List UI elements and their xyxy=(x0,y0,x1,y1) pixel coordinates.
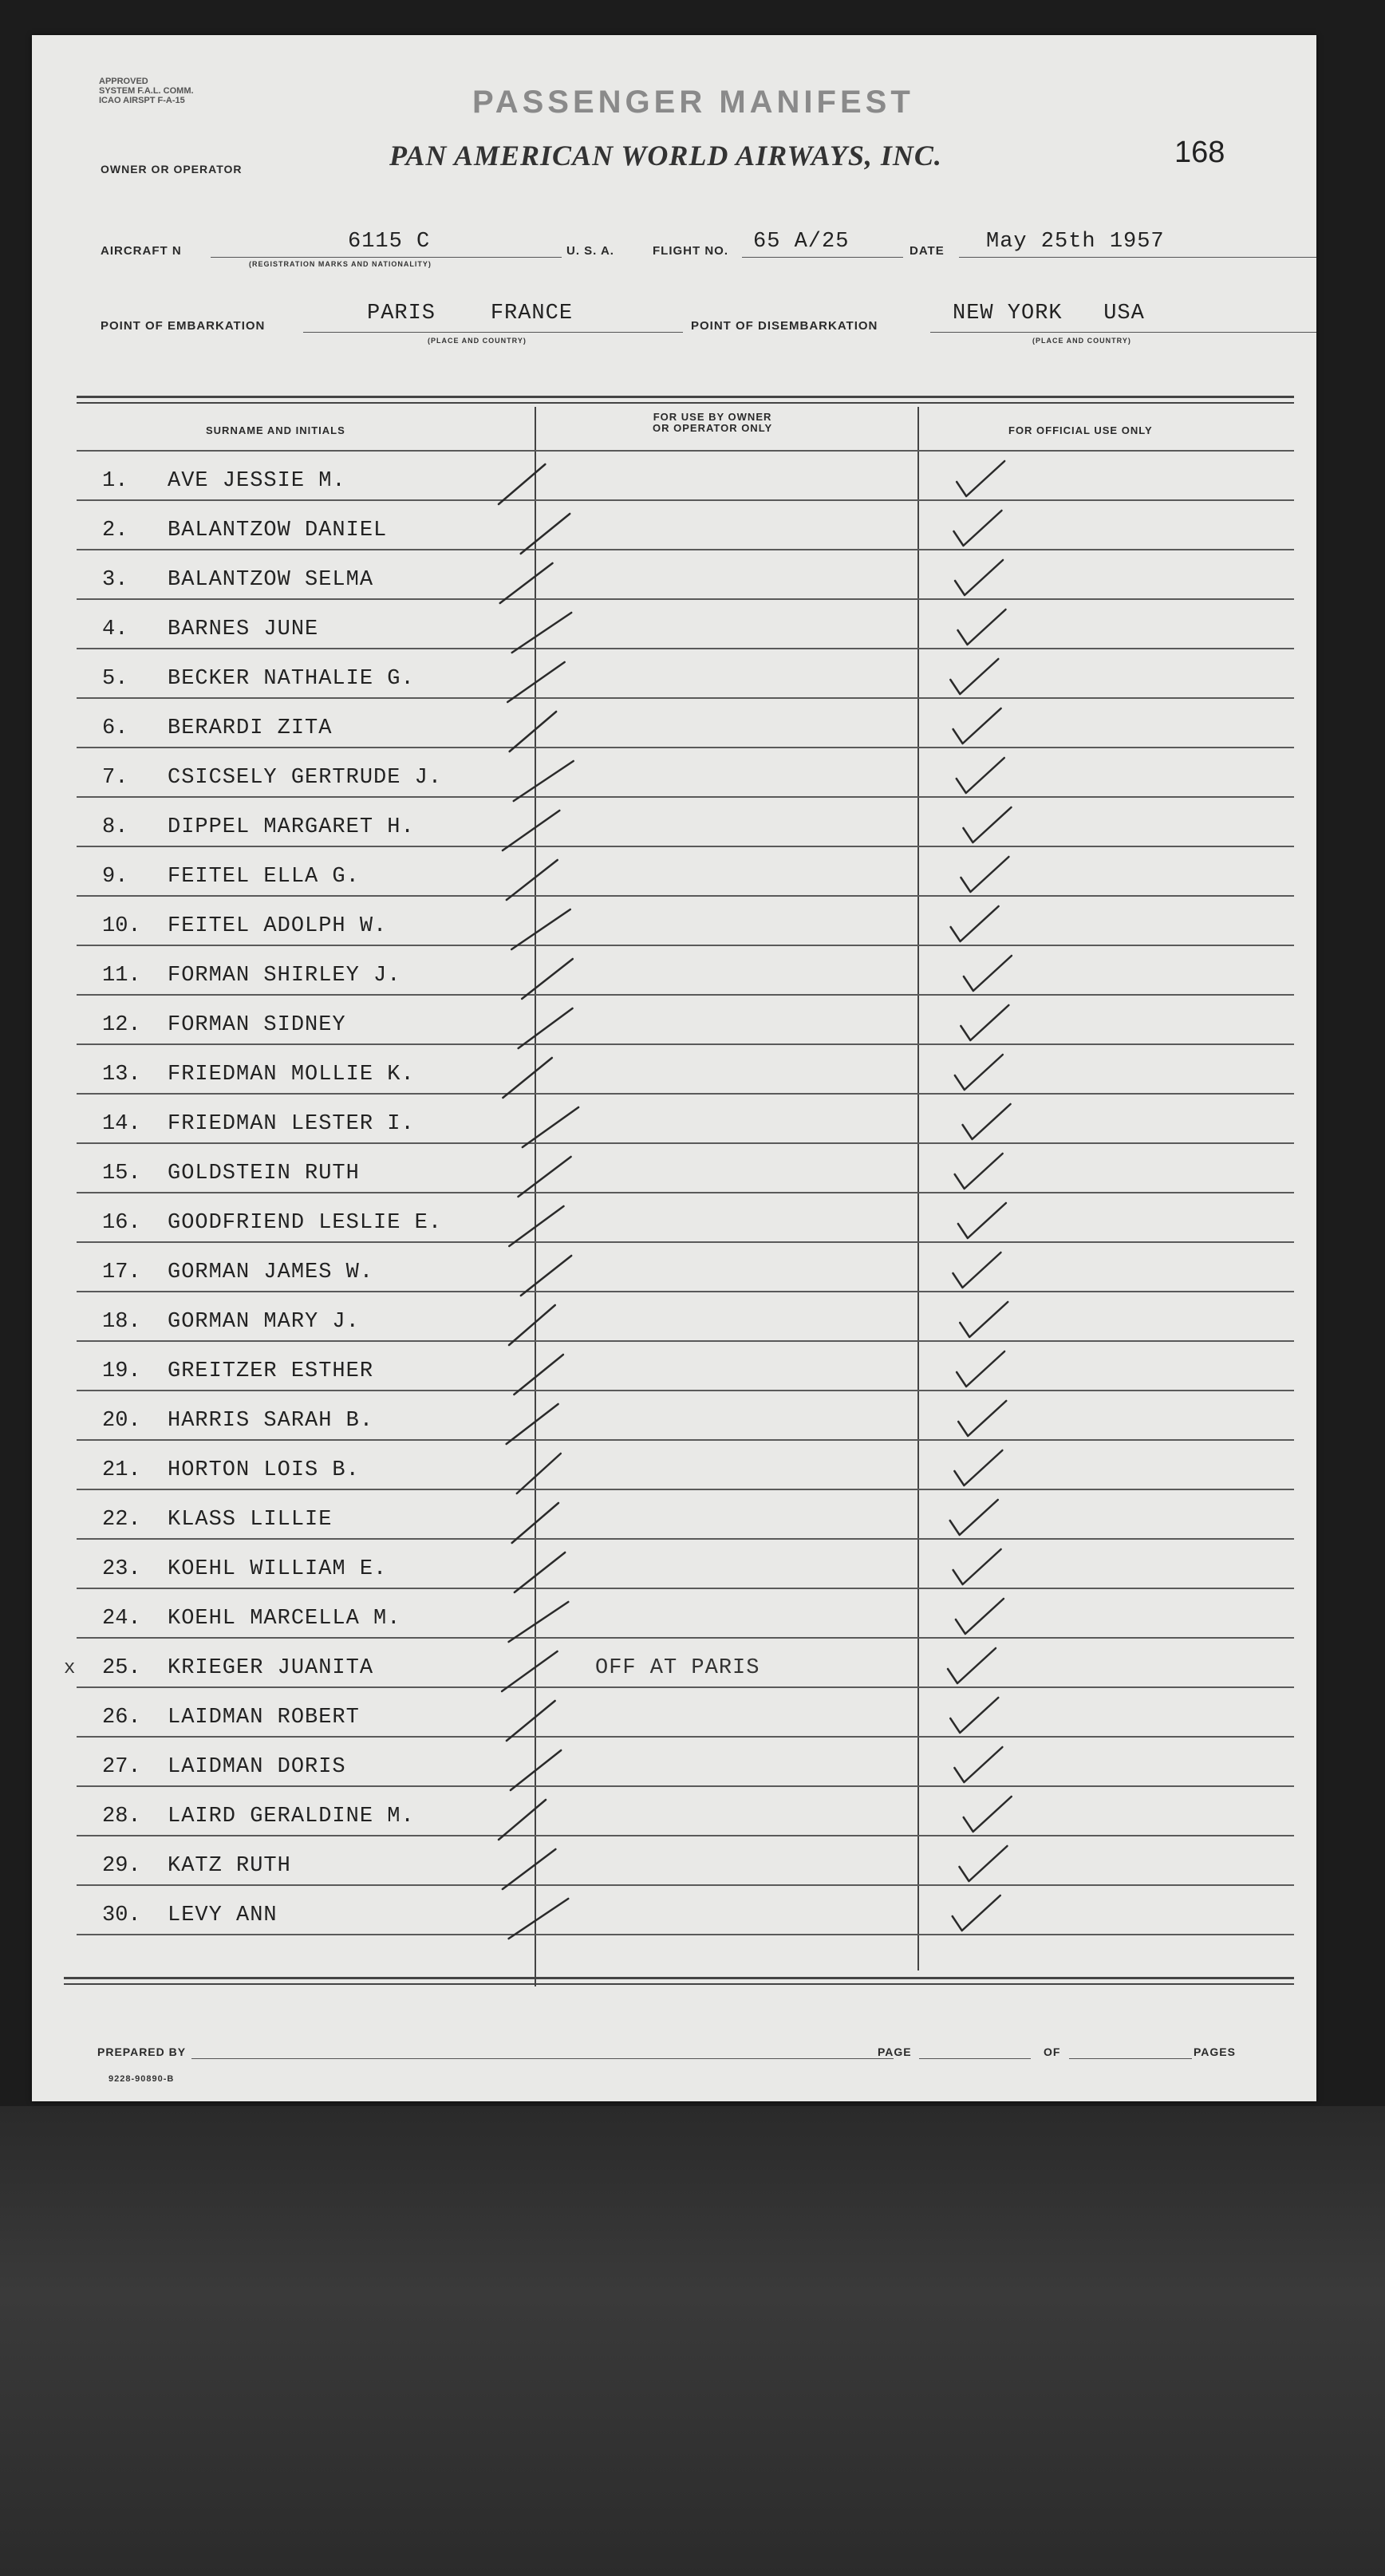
official-check-stroke xyxy=(960,1302,1008,1337)
official-check-stroke xyxy=(953,511,1001,546)
form-code: 9228-90890-B xyxy=(109,2074,175,2084)
owner-check-stroke xyxy=(521,514,570,554)
owner-check-stroke xyxy=(507,860,558,900)
official-check-stroke xyxy=(956,1599,1004,1634)
passenger-name: LAIRD GERALDINE M. xyxy=(168,1805,415,1828)
official-check-stroke xyxy=(963,1104,1011,1139)
official-check-stroke xyxy=(959,1846,1007,1881)
aircraft-value: 6115 C xyxy=(348,230,431,254)
row-number: 1. xyxy=(102,469,128,493)
row-annotation-mark: x xyxy=(64,1658,76,1679)
approval-stamp: APPROVED SYSTEM F.A.L. COMM. ICAO AIRSPT F-A-15 xyxy=(99,77,194,105)
row-number: 28. xyxy=(102,1805,141,1828)
col-header-official: FOR OFFICIAL USE ONLY xyxy=(1008,424,1153,436)
passenger-name: BERARDI ZITA xyxy=(168,716,333,740)
row-number: 18. xyxy=(102,1310,141,1334)
official-check-stroke xyxy=(950,1698,998,1733)
passenger-name: GORMAN MARY J. xyxy=(168,1310,360,1334)
operator-remark: OFF AT PARIS xyxy=(595,1656,760,1680)
passenger-name: DIPPEL MARGARET H. xyxy=(168,815,415,839)
passenger-name: KLASS LILLIE xyxy=(168,1508,333,1532)
owner-check-stroke xyxy=(507,662,564,702)
passenger-name: LAIDMAN ROBERT xyxy=(168,1706,360,1730)
page-label: PAGE xyxy=(878,2045,912,2058)
official-check-stroke xyxy=(958,609,1006,645)
aircraft-label: AIRCRAFT N xyxy=(101,244,182,258)
owner-check-stroke xyxy=(512,1503,558,1543)
pages-label: PAGES xyxy=(1194,2045,1236,2058)
row-number: 8. xyxy=(102,815,128,839)
prepared-by-label: PREPARED BY xyxy=(97,2045,187,2058)
row-number: 17. xyxy=(102,1260,141,1284)
passenger-name: KOEHL MARCELLA M. xyxy=(168,1607,401,1631)
official-check-stroke xyxy=(961,857,1008,892)
page-number: 168 xyxy=(1174,136,1225,169)
row-number: 20. xyxy=(102,1409,141,1433)
row-number: 14. xyxy=(102,1112,141,1136)
owner-check-stroke xyxy=(511,909,570,949)
embarkation-sublabel: (PLACE AND COUNTRY) xyxy=(428,337,527,345)
owner-check-stroke xyxy=(521,1256,571,1296)
passenger-name: BECKER NATHALIE G. xyxy=(168,667,415,691)
of-underline xyxy=(1069,2058,1192,2059)
date-label: DATE xyxy=(910,244,945,258)
owner-check-stroke xyxy=(514,1355,563,1395)
official-check-stroke xyxy=(964,1797,1012,1832)
owner-check-stroke xyxy=(510,712,557,751)
table-bottom-rule xyxy=(64,1977,1294,1979)
disembarkation-label: POINT OF DISEMBARKATION xyxy=(691,319,878,333)
owner-check-stroke xyxy=(509,1602,569,1642)
row-number: 30. xyxy=(102,1903,141,1927)
passenger-name: GOLDSTEIN RUTH xyxy=(168,1162,360,1185)
owner-check-stroke xyxy=(522,959,573,999)
owner-check-stroke xyxy=(502,1651,557,1691)
row-number: 29. xyxy=(102,1854,141,1878)
owner-check-stroke xyxy=(499,1800,546,1840)
owner-check-stroke xyxy=(503,1058,551,1098)
owner-check-stroke xyxy=(507,1404,558,1444)
official-check-stroke xyxy=(958,1203,1006,1238)
passenger-name: GORMAN JAMES W. xyxy=(168,1260,374,1284)
disembarkation-value: NEW YORK USA xyxy=(953,302,1145,325)
embarkation-label: POINT OF EMBARKATION xyxy=(101,319,266,333)
prepared-by-underline xyxy=(191,2058,894,2059)
disembarkation-sublabel: (PLACE AND COUNTRY) xyxy=(1032,337,1131,345)
passenger-name: LEVY ANN xyxy=(168,1903,278,1927)
row-number: 15. xyxy=(102,1162,141,1185)
passenger-name: HORTON LOIS B. xyxy=(168,1458,360,1482)
owner-check-stroke xyxy=(507,1701,555,1741)
row-number: 4. xyxy=(102,617,128,641)
owner-check-stroke xyxy=(509,1206,563,1246)
passenger-name: LAIDMAN DORIS xyxy=(168,1755,346,1779)
official-check-stroke xyxy=(950,1500,998,1535)
scan-backdrop xyxy=(0,2106,1385,2576)
official-check-stroke xyxy=(955,1154,1003,1189)
form-title: PASSENGER MANIFEST xyxy=(472,85,914,120)
embarkation-value: PARIS FRANCE xyxy=(367,302,574,325)
flight-value: 65 A/25 xyxy=(753,230,850,254)
official-check-stroke xyxy=(954,1450,1002,1485)
owner-check-stroke xyxy=(503,1849,556,1889)
owner-check-stroke xyxy=(503,811,559,850)
official-check-stroke xyxy=(953,1896,1000,1931)
row-number: 21. xyxy=(102,1458,141,1482)
aircraft-sublabel: (REGISTRATION MARKS AND NATIONALITY) xyxy=(249,260,432,268)
passenger-name: FEITEL ADOLPH W. xyxy=(168,914,388,938)
official-check-stroke xyxy=(957,758,1004,793)
airline-name: PAN AMERICAN WORLD AIRWAYS, INC. xyxy=(389,140,942,172)
row-number: 12. xyxy=(102,1013,141,1037)
passenger-name: KOEHL WILLIAM E. xyxy=(168,1557,388,1581)
passenger-name: FRIEDMAN MOLLIE K. xyxy=(168,1063,415,1087)
row-number: 23. xyxy=(102,1557,141,1581)
official-check-stroke xyxy=(955,1055,1003,1090)
row-number: 22. xyxy=(102,1508,141,1532)
date-value: May 25th 1957 xyxy=(986,230,1165,254)
row-number: 27. xyxy=(102,1755,141,1779)
passenger-name: KRIEGER JUANITA xyxy=(168,1656,374,1680)
of-label: OF xyxy=(1044,2045,1061,2058)
official-check-stroke xyxy=(963,807,1011,842)
row-number: 25. xyxy=(102,1656,141,1680)
row-number: 13. xyxy=(102,1063,141,1087)
row-number: 19. xyxy=(102,1359,141,1383)
passenger-name: BALANTZOW SELMA xyxy=(168,568,374,592)
usa-label: U. S. A. xyxy=(566,244,614,258)
row-number: 5. xyxy=(102,667,128,691)
official-check-stroke xyxy=(948,1648,996,1683)
row-number: 3. xyxy=(102,568,128,592)
owner-check-stroke xyxy=(500,563,553,603)
row-number: 16. xyxy=(102,1211,141,1235)
owner-check-stroke xyxy=(519,1008,573,1048)
passenger-name: FEITEL ELLA G. xyxy=(168,865,360,889)
passenger-name: KATZ RUTH xyxy=(168,1854,291,1878)
official-check-stroke xyxy=(953,1252,1000,1288)
passenger-name: FORMAN SHIRLEY J. xyxy=(168,964,401,988)
row-number: 24. xyxy=(102,1607,141,1631)
row-number: 6. xyxy=(102,716,128,740)
row-number: 10. xyxy=(102,914,141,938)
owner-check-stroke xyxy=(511,1750,561,1790)
owner-label: OWNER OR OPERATOR xyxy=(101,163,243,176)
owner-check-stroke xyxy=(509,1899,569,1939)
owner-check-stroke xyxy=(512,613,571,653)
official-check-stroke xyxy=(954,1747,1002,1782)
passenger-name: CSICSELY GERTRUDE J. xyxy=(168,766,443,790)
owner-check-stroke xyxy=(499,464,545,504)
col-header-surname: SURNAME AND INITIALS xyxy=(206,424,345,436)
passenger-name: GOODFRIEND LESLIE E. xyxy=(168,1211,443,1235)
passenger-name: FORMAN SIDNEY xyxy=(168,1013,346,1037)
owner-check-stroke xyxy=(509,1305,555,1345)
official-check-stroke xyxy=(955,560,1003,595)
owner-check-stroke xyxy=(514,761,574,801)
handwritten-check-marks xyxy=(32,35,1316,2101)
row-number: 26. xyxy=(102,1706,141,1730)
row-number: 9. xyxy=(102,865,128,889)
row-number: 7. xyxy=(102,766,128,790)
row-number: 2. xyxy=(102,519,128,542)
official-check-stroke xyxy=(964,956,1012,991)
official-check-stroke xyxy=(961,1005,1008,1040)
official-check-stroke xyxy=(953,708,1001,744)
owner-check-stroke xyxy=(517,1454,561,1493)
owner-check-stroke xyxy=(518,1157,570,1197)
passenger-name: GREITZER ESTHER xyxy=(168,1359,374,1383)
row-number: 11. xyxy=(102,964,141,988)
manifest-sheet xyxy=(32,35,1316,2101)
passenger-name: BARNES JUNE xyxy=(168,617,319,641)
official-check-stroke xyxy=(958,1401,1006,1436)
passenger-name: BALANTZOW DANIEL xyxy=(168,519,388,542)
passenger-name: HARRIS SARAH B. xyxy=(168,1409,374,1433)
official-check-stroke xyxy=(950,659,998,694)
passenger-name: AVE JESSIE M. xyxy=(168,469,346,493)
official-check-stroke xyxy=(957,461,1004,496)
official-check-stroke xyxy=(953,1549,1001,1584)
passenger-name: FRIEDMAN LESTER I. xyxy=(168,1112,415,1136)
owner-check-stroke xyxy=(523,1107,578,1147)
table-bottom-rule-2 xyxy=(64,1983,1294,1985)
col-header-owner: FOR USE BY OWNER OR OPERATOR ONLY xyxy=(653,411,773,434)
page-underline xyxy=(919,2058,1031,2059)
official-check-stroke xyxy=(957,1351,1004,1387)
owner-check-stroke xyxy=(515,1552,565,1592)
flight-label: FLIGHT NO. xyxy=(653,244,728,258)
official-check-stroke xyxy=(951,906,999,941)
